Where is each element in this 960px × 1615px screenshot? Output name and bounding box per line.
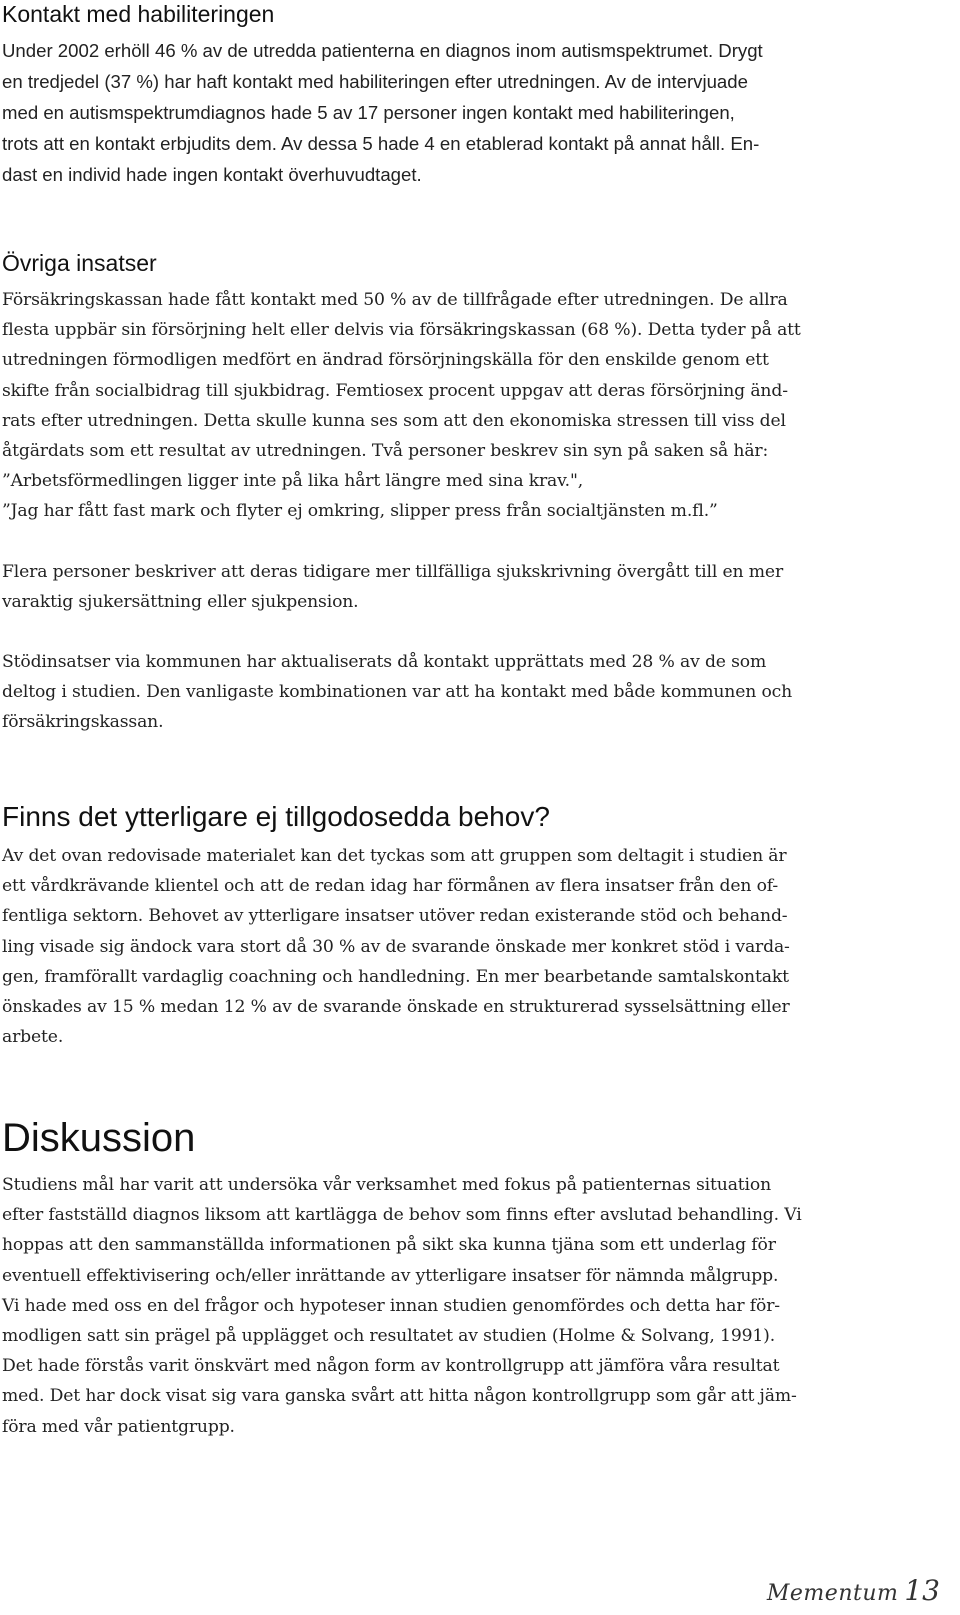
text-line: Stödinsatser via kommunen har aktualiserats då kontakt upprättats med 28 % av de som [2, 652, 767, 672]
text-line: flesta uppbär sin försörjning helt eller delvis via försäkringskassan (68 %). Detta tyder på att [2, 320, 801, 341]
text-line: önskades av 15 % medan 12 % av de svarande önskade en strukturerad sysselsättning eller [2, 997, 790, 1018]
text-line: ett vårdkrävande klientel och att de redan idag har förmånen av flera insatser från den of- [2, 876, 779, 897]
paragraph-behov [2, 841, 790, 1052]
text-line: eventuell effektivisering och/eller inrättande av ytterligare insatser för nämnda målgrupp. [2, 1265, 779, 1286]
section-heading-kontakt-med-habiliteringen: Kontakt med habiliteringen [2, 1, 275, 27]
text-line: Studiens mål har varit att undersöka vår verksamhet med fokus på patienternas situation [2, 1175, 772, 1195]
section-heading-ovriga-insatser: Övriga insatser [2, 250, 157, 276]
section-heading-ytterligare-behov: Finns det ytterligare ej tillgodosedda behov? [2, 801, 550, 832]
text-line: utredningen förmodligen medfört en ändrad försörjningskälla för den enskilde genom ett [2, 350, 769, 371]
text-line: Det hade förstås varit önskvärt med någon form av kontrollgrupp att jämföra våra resultat [2, 1356, 780, 1377]
text-line: efter fastställd diagnos liksom att kartlägga de behov som finns efter avslutad behandling. Vi [2, 1205, 802, 1226]
text-line: fentliga sektorn. Behovet av ytterligare insatser utöver redan existerande stöd och behand- [2, 906, 788, 927]
text-line: varaktig sjukersättning eller sjukpension. [2, 592, 359, 613]
text-line: gen, framförallt vardaglig coachning och handledning. En mer bearbetande samtalskontakt [2, 966, 789, 987]
text-line: Försäkringskassan hade fått kontakt med 50 % av de tillfrågade efter utredningen. De allra [2, 290, 788, 310]
text-line: hoppas att den sammanställda informationen på sikt ska kunna tjäna som ett underlag för [2, 1235, 776, 1256]
text-line: arbete. [2, 1027, 64, 1048]
text-line: försäkringskassan. [2, 712, 164, 733]
text-line: trots att en kontakt erbjudits dem. Av dessa 5 hade 4 en etablerad kontakt på annat håll. En- [2, 133, 760, 154]
paragraph-diskussion [2, 1170, 802, 1442]
page-footer [767, 1574, 940, 1607]
text-line: ”Arbetsförmedlingen ligger inte på lika hårt längre med sina krav.", [2, 471, 584, 492]
paragraph-habilitering [2, 35, 763, 190]
text-line: rats efter utredningen. Detta skulle kunna ses som att den ekonomiska stressen till viss del [2, 410, 786, 431]
paragraph-forsakringskassan [2, 285, 801, 527]
paragraph-stodinsatser [2, 647, 792, 738]
text-line: Under 2002 erhöll 46 % av de utredda patienterna en diagnos inom autismspektrumet. Drygt [2, 40, 763, 61]
text-line: deltog i studien. Den vanligaste kombinationen var att ha kontakt med både kommunen och [2, 682, 793, 703]
text-line: Av det ovan redovisade materialet kan det tyckas som att gruppen som deltagit i studien är [2, 846, 787, 866]
text-line: med en autismspektrumdiagnos hade 5 av 17 personer ingen kontakt med habiliteringen, [2, 102, 735, 123]
text-line: dast en individ hade ingen kontakt överhuvudtaget. [2, 164, 422, 185]
text-line: skifte från socialbidrag till sjukbidrag. Femtiosex procent uppgav att deras försörjning änd- [2, 380, 788, 401]
text-line: Vi hade med oss en del frågor och hypoteser innan studien genomfördes och detta har för- [2, 1295, 780, 1316]
text-line: ling visade sig ändock vara stort då 30 % av de svarande önskade mer konkret stöd i varda- [2, 936, 790, 957]
text-line: ”Jag har fått fast mark och flyter ej omkring, slipper press från socialtjänsten m.fl.” [2, 501, 718, 522]
text-line: med. Det har dock visat sig vara ganska svårt att hitta någon kontrollgrupp som går att jäm- [2, 1386, 797, 1407]
publication-name: Mementum [766, 1581, 899, 1606]
page-number: 13 [904, 1574, 940, 1607]
text-line: åtgärdats som ett resultat av utredningen. Två personer beskrev sin syn på saken så här: [2, 441, 769, 462]
text-line: en tredjedel (37 %) har haft kontakt med habiliteringen efter utredningen. Av de intervjuade [2, 71, 748, 92]
section-heading-diskussion: Diskussion [2, 1116, 196, 1160]
text-line: modligen satt sin prägel på upplägget och resultatet av studien (Holme & Solvang, 1991). [2, 1326, 776, 1347]
text-line: föra med vår patientgrupp. [2, 1416, 235, 1437]
paragraph-sjukersattning [2, 557, 783, 617]
text-line: Flera personer beskriver att deras tidigare mer tillfälliga sjukskrivning övergått till en mer [2, 562, 784, 582]
